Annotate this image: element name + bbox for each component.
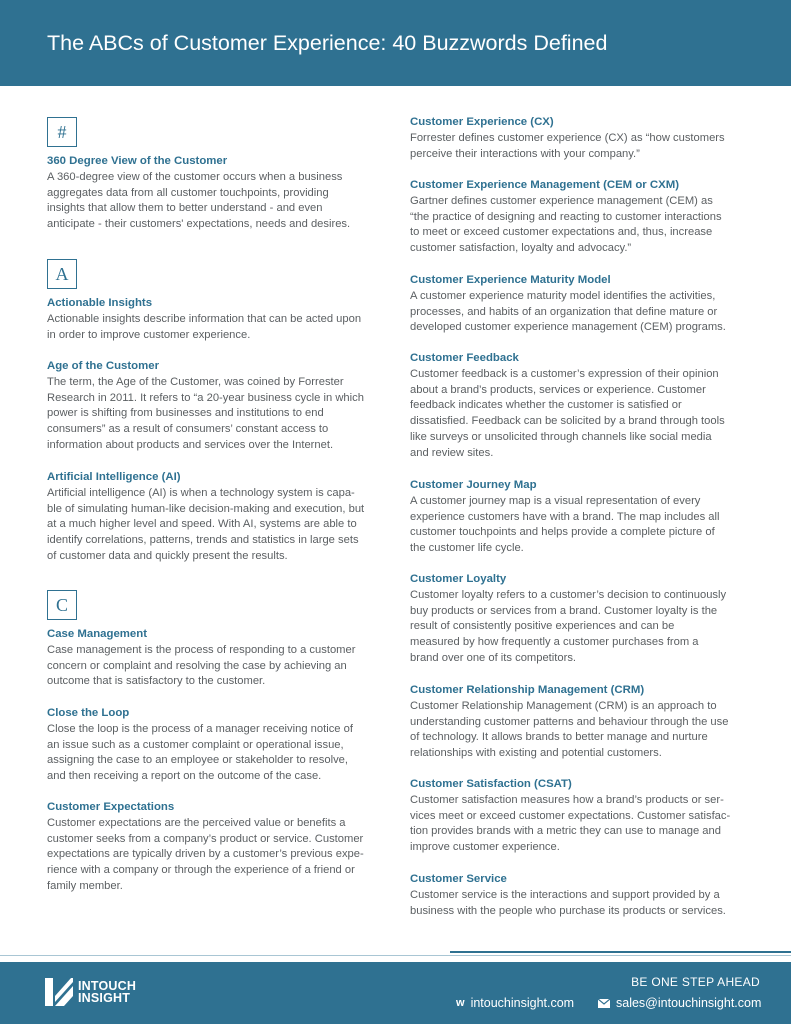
definition-line: buy products or services from a brand. Customer loyalty is the <box>410 604 718 617</box>
section-letter-hash: # <box>47 117 77 147</box>
definition-line: and then receiving a report on the outcome of the case. <box>47 770 322 783</box>
definition-line: consumers” as a result of consumers’ constant access to <box>47 423 329 436</box>
definition-line: outcome that is satisfactory to the customer. <box>47 675 266 688</box>
glossary-entry <box>410 777 730 856</box>
definition-line: an issue such as a customer complaint or operational issue, <box>47 738 344 751</box>
definition-line: measured by how frequently a customer purchases from a <box>410 636 699 649</box>
definition-line: Forrester defines customer experience (CX) as “how customers <box>410 131 725 144</box>
glossary-definition <box>47 312 361 344</box>
definition-line: about a brand’s products, services or experience. Customer <box>410 383 706 396</box>
definition-line: concern or complaint and resolving the case by achieving an <box>47 659 347 672</box>
definition-line: feedback indicates whether the customer is satisfied or <box>410 399 682 412</box>
definition-line: anticipate - their customers' expectations, needs and desires. <box>47 218 351 231</box>
glossary-term: Customer Relationship Management (CRM) <box>410 684 645 696</box>
definition-line: A 360-degree view of the customer occurs when a business <box>47 170 343 183</box>
glossary-definition <box>410 289 726 336</box>
definition-line: A customer experience maturity model identifies the activities, <box>410 289 716 302</box>
glossary-term: Age of the Customer <box>47 360 160 372</box>
definition-line: processes, and habits of an organization that define mature or <box>410 305 718 318</box>
glossary-definition <box>410 588 726 667</box>
glossary-term: 360 Degree View of the Customer <box>47 155 228 167</box>
glossary-entry <box>410 178 722 257</box>
logo-text-line: INTOUCH <box>78 978 137 993</box>
definition-line: aggregates data from all customer touchpoints, providing <box>47 186 329 199</box>
web-icon: w <box>456 997 465 1009</box>
page-header <box>0 0 791 86</box>
glossary-entry <box>47 154 350 233</box>
glossary-term: Actionable Insights <box>47 297 153 309</box>
glossary-term: Customer Experience Management (CEM or CXM) <box>410 179 679 191</box>
definition-line: the customer life cycle. <box>410 542 524 555</box>
definition-line: power is shifting from businesses and institutions to end <box>47 407 324 420</box>
glossary-entry <box>410 273 726 336</box>
definition-line: Actionable insights describe information that can be acted upon <box>47 312 362 325</box>
definition-line: in order to improve customer experience. <box>47 328 251 341</box>
envelope-icon <box>598 999 610 1008</box>
glossary-term: Customer Experience (CX) <box>410 116 554 128</box>
definition-line: brand over one of its competitors. <box>410 651 577 664</box>
glossary-entry <box>47 359 364 454</box>
definition-line: relationships with existing and potential customers. <box>410 747 662 760</box>
glossary-definition <box>47 722 353 785</box>
definition-line: perceive their interactions with your company.” <box>410 147 640 160</box>
logo-mark-icon <box>45 978 73 1006</box>
glossary-definition <box>47 643 355 690</box>
definition-line: information about products and services over the Internet. <box>47 438 334 451</box>
definition-line: Research in 2011. It refers to “a 20-year business cycle in which <box>47 391 364 404</box>
definition-line: identify correlations, patterns, trends and statistics in large sets <box>47 534 359 547</box>
definition-line: Case management is the process of responding to a customer <box>47 643 356 656</box>
glossary-term: Case Management <box>47 628 148 640</box>
definition-line: like surveys or unsolicited through channels like social media <box>410 430 712 443</box>
footer-divider-line <box>0 955 791 956</box>
definition-line: to meet or exceed customer expectations and, thus, increase <box>410 226 713 239</box>
glossary-definition <box>47 816 364 895</box>
glossary-term: Customer Journey Map <box>410 479 537 491</box>
definition-line: Customer loyalty refers to a customer’s decision to continuously <box>410 588 727 601</box>
definition-line: Customer feedback is a customer’s expression of their opinion <box>410 367 719 380</box>
definition-line: assigning the case to an employee or stakeholder to resolve, <box>47 754 348 767</box>
glossary-definition <box>47 375 364 454</box>
glossary-term: Customer Experience Maturity Model <box>410 274 611 286</box>
email-text: sales@intouchinsight.com <box>616 996 762 1010</box>
logo-text-line: INSIGHT <box>78 991 131 1005</box>
definition-line: A customer journey map is a visual representation of every <box>410 494 701 507</box>
definition-line: rience with a company or through the experience of a friend or <box>47 864 355 877</box>
glossary-definition <box>410 131 725 163</box>
glossary-entry <box>410 351 725 462</box>
glossary-definition <box>410 494 719 557</box>
glossary-entry <box>47 800 364 895</box>
definition-line: business with the people who purchase its products or services. <box>410 904 726 917</box>
definition-line: Customer expectations are the perceived value or benefits a <box>47 816 346 829</box>
page-title: The ABCs of Customer Experience: 40 Buzzwords Defined <box>47 31 608 55</box>
glossary-term: Artificial Intelligence (AI) <box>47 471 181 483</box>
definition-line: result of consistently positive experiences and can be <box>410 620 675 633</box>
glossary-entry <box>410 115 725 162</box>
definition-line: Close the loop is the process of a manager receiving notice of <box>47 722 353 735</box>
definition-line: customer touchpoints and helps provide a complete picture of <box>410 526 715 539</box>
glossary-term: Customer Service <box>410 873 507 885</box>
glossary-definition <box>47 486 364 565</box>
definition-line: Customer Relationship Management (CRM) is an approach to <box>410 699 717 712</box>
glossary-entry <box>47 296 361 343</box>
website-text: intouchinsight.com <box>470 996 575 1010</box>
definition-line: and review sites. <box>410 446 494 459</box>
definition-line: Customer satisfaction measures how a brand’s products or ser- <box>410 793 724 806</box>
logo-wordmark <box>78 980 136 1005</box>
definition-line: vices meet or exceed customer expectations. Customer satisfac- <box>410 809 731 822</box>
glossary-term: Customer Satisfaction (CSAT) <box>410 778 572 790</box>
glossary-entry <box>410 683 728 762</box>
glossary-definition <box>410 367 725 462</box>
website-link[interactable] <box>456 996 574 1010</box>
definition-line: Gartner defines customer experience management (CEM) as <box>410 194 713 207</box>
section-letter-a: A <box>47 259 77 289</box>
glossary-entry <box>47 627 355 690</box>
definition-line: The term, the Age of the Customer, was coined by Forrester <box>47 375 344 388</box>
definition-line: of technology. It allows brands to better manage and nurture <box>410 731 708 744</box>
definition-line: understanding customer patterns and behaviour through the use <box>410 715 729 728</box>
definition-line: Customer service is the interactions and support provided by a <box>410 888 720 901</box>
glossary-entry <box>410 572 726 667</box>
definition-line: at a much higher level and speed. With AI, systems are able to <box>47 518 357 531</box>
section-letter-c: C <box>47 590 77 620</box>
glossary-definition <box>410 793 730 856</box>
definition-line: improve customer experience. <box>410 841 560 854</box>
definition-line: customer seeks from a company’s product or service. Customer <box>47 832 364 845</box>
definition-line: customer satisfaction, loyalty and advocacy.” <box>410 242 632 255</box>
definition-line: of customer data and quickly present the results. <box>47 549 288 562</box>
definition-line: family member. <box>47 879 123 892</box>
glossary-entry <box>47 706 353 785</box>
glossary-definition <box>410 194 722 257</box>
footer-accent-line <box>450 951 791 953</box>
definition-line: developed customer experience management (CEM) programs. <box>410 321 726 334</box>
definition-line: expectations are typically driven by a customer’s previous expe- <box>47 848 364 861</box>
glossary-entry <box>47 470 364 565</box>
glossary-definition <box>47 170 350 233</box>
intouch-insight-logo <box>45 978 136 1006</box>
glossary-definition <box>410 888 726 920</box>
glossary-entry <box>410 872 726 919</box>
email-link[interactable] <box>598 996 761 1010</box>
definition-line: ble of simulating human-like decision-making and execution, but <box>47 502 365 515</box>
glossary-definition <box>410 699 728 762</box>
definition-line: experience customers have with a brand. The map includes all <box>410 510 720 523</box>
definition-line: insights that allow them to better understand - and even <box>47 202 323 215</box>
glossary-term: Customer Feedback <box>410 352 519 364</box>
glossary-term: Customer Loyalty <box>410 573 507 585</box>
definition-line: “the practice of designing and reacting to customer interactions <box>410 210 722 223</box>
glossary-entry <box>410 478 719 557</box>
definition-line: tion provides brands with a metric they can use to manage and <box>410 825 721 838</box>
footer-tagline: BE ONE STEP AHEAD <box>631 975 760 989</box>
glossary-term: Close the Loop <box>47 707 130 719</box>
glossary-term: Customer Expectations <box>47 801 175 813</box>
definition-line: Artificial intelligence (AI) is when a technology system is capa- <box>47 486 355 499</box>
definition-line: dissatisfied. Feedback can be solicited by a brand through tools <box>410 415 725 428</box>
